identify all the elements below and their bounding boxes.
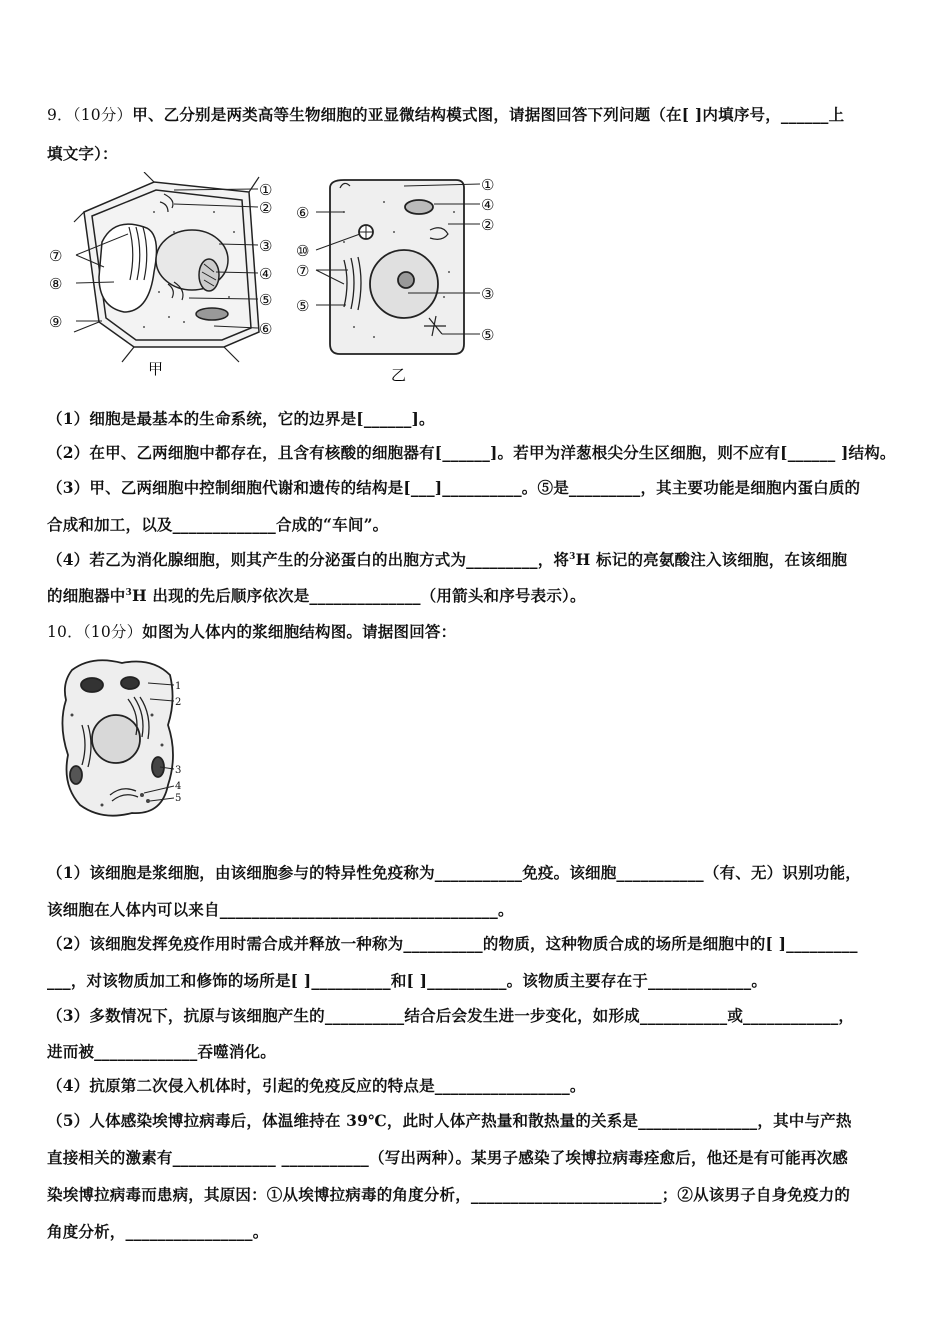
plasma-marker: 2 bbox=[175, 697, 182, 708]
q9-p2: （2）在甲、乙两细胞中都存在，且含有核酸的细胞器有[______]。若甲为洋葱根尖分生区细胞，则不应有[______ ]结构。 bbox=[47, 443, 896, 462]
yi-marker: ⑩ bbox=[296, 242, 310, 260]
jia-marker: ③ bbox=[259, 237, 273, 255]
q9-figure bbox=[44, 172, 514, 390]
plasma-marker: 4 bbox=[175, 781, 182, 792]
jia-marker: ⑥ bbox=[259, 320, 273, 338]
yi-caption: 乙 bbox=[391, 366, 407, 384]
q10-p5b: 直接相关的激素有_____________ ___________（写出两种）。某男子感染了埃博拉病毒痊愈后，他还是有可能再次感 bbox=[47, 1148, 848, 1167]
jia-marker: ⑤ bbox=[259, 291, 273, 309]
q9-p4a-pre: （4）若乙为消化腺细胞，则其产生的分泌蛋白的出胞方式为_________，将 bbox=[47, 550, 570, 569]
yi-marker: ⑤ bbox=[481, 326, 495, 344]
q9-header bbox=[47, 103, 844, 125]
plasma-marker: 5 bbox=[175, 793, 182, 804]
yi-marker: ② bbox=[481, 216, 495, 234]
q10-p3b: 进而被_____________吞噬消化。 bbox=[47, 1042, 276, 1061]
plant-cell-jia bbox=[74, 172, 259, 362]
plasma-cell-diagram bbox=[52, 655, 192, 825]
q10-p2b: ___，对该物质加工和修饰的场所是[ ]__________和[ ]__________。该物质主要存在于_____________。 bbox=[47, 971, 768, 990]
plasma-marker: 1 bbox=[175, 681, 182, 692]
yi-marker: ① bbox=[481, 176, 495, 194]
q9-p4a-sup: 3 bbox=[569, 551, 576, 562]
q10-figure bbox=[52, 655, 192, 825]
jia-marker: ② bbox=[259, 199, 273, 217]
q9-p4a bbox=[47, 548, 847, 570]
q10-number: 10．（10分） bbox=[47, 623, 143, 641]
yi-marker: ③ bbox=[481, 285, 495, 303]
q10-p4: （4）抗原第二次侵入机体时，引起的免疫反应的特点是_________________。 bbox=[47, 1076, 586, 1095]
jia-caption: 甲 bbox=[148, 360, 164, 378]
q10-p5a: （5）人体感染埃博拉病毒后，体温维持在 39℃，此时人体产热量和散热量的关系是_______________，其中与产热 bbox=[47, 1111, 852, 1130]
yi-marker: ⑦ bbox=[296, 262, 310, 280]
q9-number: 9．（10分） bbox=[47, 106, 133, 124]
q9-p4b bbox=[47, 584, 586, 606]
q9-header-cont: 填文字）： bbox=[47, 144, 118, 163]
q10-p1a: （1）该细胞是浆细胞，由该细胞参与的特异性免疫称为___________免疫。该细胞___________（有、无）识别功能， bbox=[47, 863, 861, 882]
jia-marker: ① bbox=[259, 181, 273, 199]
q10-p5c: 染埃博拉病毒而患病，其原因：①从埃博拉病毒的角度分析，________________________；②从该男子自身免疫力的 bbox=[47, 1185, 851, 1204]
q9-p1: （1）细胞是最基本的生命系统，它的边界是[______]。 bbox=[47, 409, 435, 428]
q9-header-text: 甲、乙分别是两类高等生物细胞的亚显微结构模式图，请据图回答下列问题（在[ ]内填序号，______上 bbox=[132, 105, 845, 124]
q10-header-text: 如图为人体内的浆细胞结构图。请据图回答： bbox=[142, 622, 457, 641]
yi-marker: ⑤ bbox=[296, 297, 310, 315]
q10-p3a: （3）多数情况下，抗原与该细胞产生的__________结合后会发生进一步变化，如形成___________或____________， bbox=[47, 1006, 855, 1025]
q10-p1b: 该细胞在人体内可以来自___________________________________。 bbox=[47, 900, 514, 919]
plasma-marker: 3 bbox=[175, 765, 182, 776]
jia-marker: ⑧ bbox=[49, 275, 63, 293]
q10-header bbox=[47, 620, 456, 642]
q9-p4a-post: H 标记的亮氨酸注入该细胞，在该细胞 bbox=[575, 550, 848, 569]
animal-cell-yi bbox=[330, 180, 464, 354]
jia-marker: ④ bbox=[259, 265, 273, 283]
q10-p2a: （2）该细胞发挥免疫作用时需合成并释放一种称为__________的物质，这种物质合成的场所是细胞中的[ ]_________ bbox=[47, 934, 858, 953]
plasma-cell-markers bbox=[175, 681, 181, 804]
q9-p3b: 合成和加工，以及_____________合成的“车间”。 bbox=[47, 515, 389, 534]
yi-marker: ④ bbox=[481, 196, 495, 214]
q9-p4b-post: H 出现的先后顺序依次是______________（用箭头和序号表示）。 bbox=[131, 586, 586, 605]
jia-marker: ⑨ bbox=[49, 313, 63, 331]
q9-p4b-pre: 的细胞器中 bbox=[47, 586, 126, 605]
cell-diagram bbox=[44, 172, 514, 390]
q9-p3a: （3）甲、乙两细胞中控制细胞代谢和遗传的结构是[___]__________。⑤是_________，其主要功能是细胞内蛋白质的 bbox=[47, 478, 861, 497]
jia-marker: ⑦ bbox=[49, 247, 63, 265]
q10-p5d: 角度分析，________________。 bbox=[47, 1222, 269, 1241]
q9-p4b-sup: 3 bbox=[125, 587, 132, 598]
yi-marker: ⑥ bbox=[296, 204, 310, 222]
